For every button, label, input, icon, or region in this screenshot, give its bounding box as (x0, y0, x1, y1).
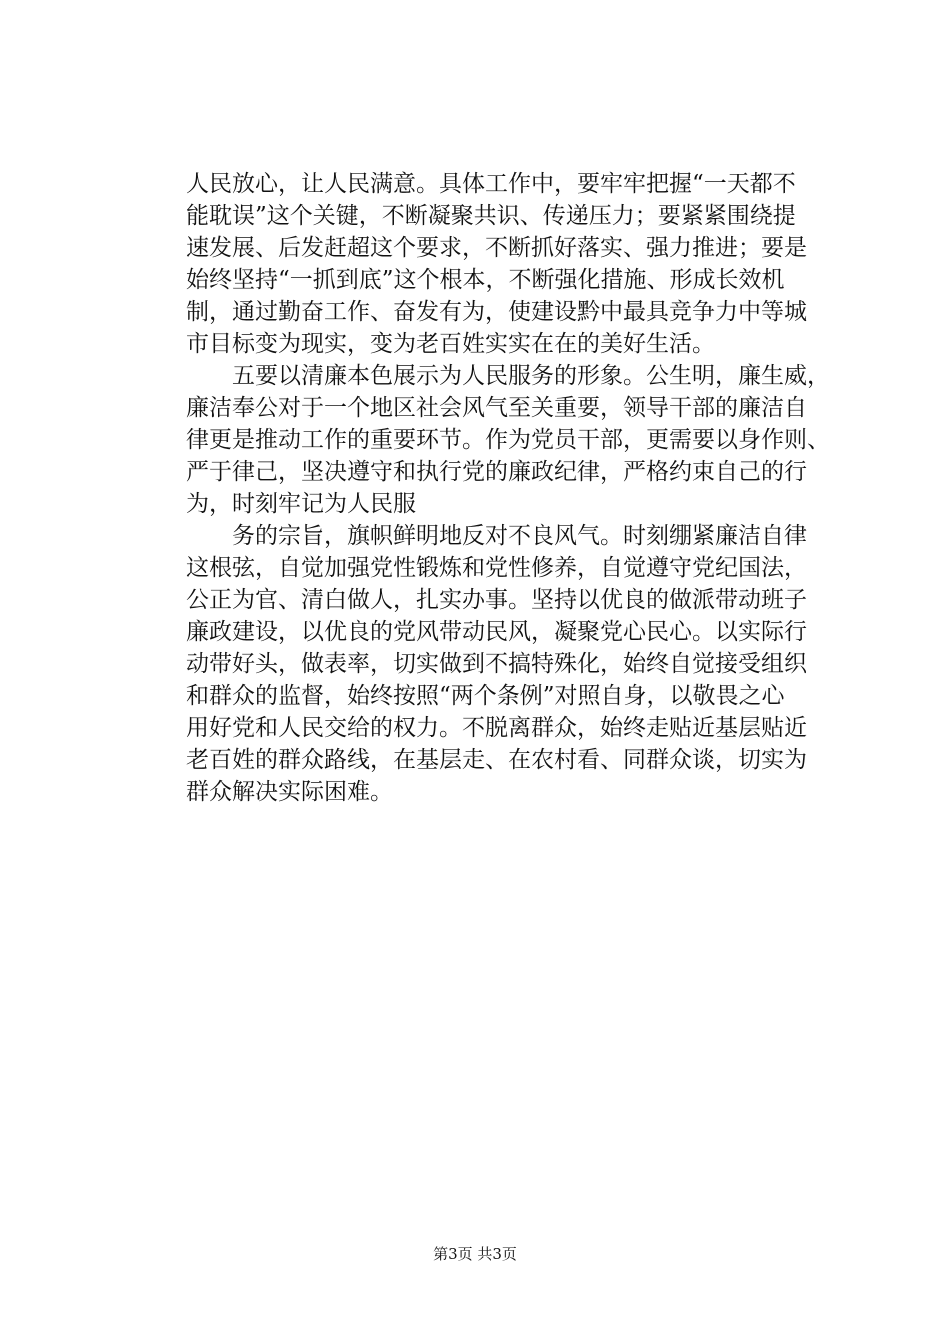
text-line: 这根弦，自觉加强党性锻炼和党性修养，自觉遵守党纪国法， (186, 555, 807, 581)
text-line: 速发展、后发赶超这个要求，不断抓好落实、强力推进；要是 (186, 235, 807, 261)
text-line: 公正为官、清白做人，扎实办事。坚持以优良的做派带动班子 (186, 587, 807, 613)
text-line: 律更是推动工作的重要环节。作为党员干部，更需要以身作则、 (186, 427, 830, 453)
text-line: 和群众的监督，始终按照“两个条例”对照自身，以敬畏之心 (186, 683, 785, 709)
text-line: 廉政建设，以优良的党风带动民风，凝聚党心民心。以实际行 (186, 619, 807, 645)
text-line: 市目标变为现实，变为老百姓实实在在的美好生活。 (186, 331, 715, 357)
text-line: 动带好头，做表率，切实做到不搞特殊化，始终自觉接受组织 (186, 651, 807, 677)
text-line: 为，时刻牢记为人民服 (186, 491, 416, 517)
text-line: 廉洁奉公对于一个地区社会风气至关重要，领导干部的廉洁自 (186, 395, 807, 421)
text-line: 制，通过勤奋工作、奋发有为，使建设黔中最具竞争力中等城 (186, 299, 807, 325)
text-line: 严于律己，坚决遵守和执行党的廉政纪律，严格约束自己的行 (186, 459, 807, 485)
text-line: 老百姓的群众路线，在基层走、在农村看、同群众谈，切实为 (186, 747, 807, 773)
text-line: 能耽误”这个关键，不断凝聚共识、传递压力；要紧紧围绕提 (186, 203, 796, 229)
paragraph-start-line: 五要以清廉本色展示为人民服务的形象。公生明，廉生威， (232, 363, 830, 389)
text-line: 人民放心，让人民满意。具体工作中，要牢牢把握“一天都不 (186, 171, 796, 197)
text-line: 群众解决实际困难。 (186, 779, 393, 805)
document-body (186, 168, 830, 808)
text-line: 用好党和人民交给的权力。不脱离群众，始终走贴近基层贴近 (186, 715, 807, 741)
paragraph-start-line: 务的宗旨，旗帜鲜明地反对不良风气。时刻绷紧廉洁自律 (232, 523, 807, 549)
page-footer: 第3页 共3页 (433, 1245, 517, 1263)
text-line: 始终坚持“一抓到底”这个根本，不断强化措施、形成长效机 (186, 267, 785, 293)
